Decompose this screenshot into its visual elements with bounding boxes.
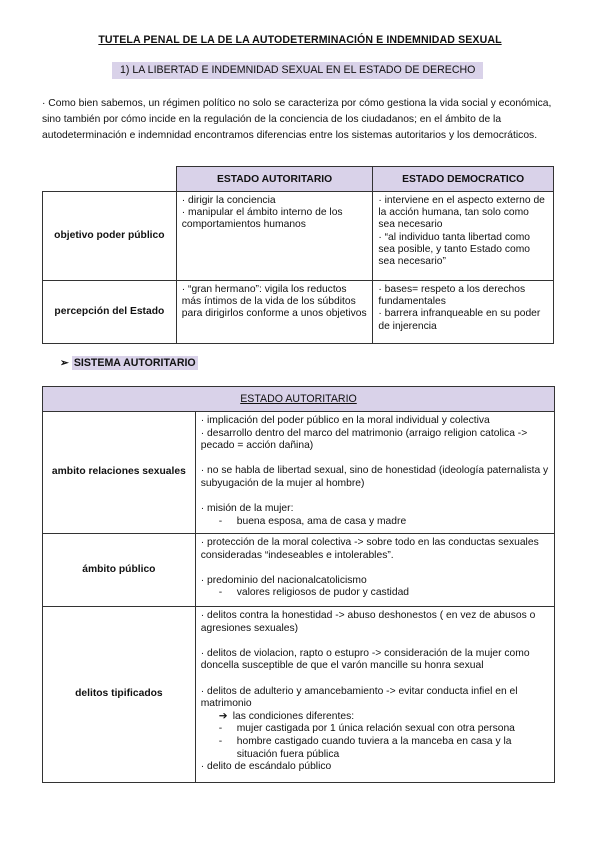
row-label-percepcion: percepción del Estado — [43, 281, 177, 344]
intro-paragraph: · Como bien sabemos, un régimen político no solo se caracteriza por cómo gestiona la vida social y económica, sino también por cómo incide en la regulación de la conciencia de los ciudadanos; en el ámbito de la autodeterminación e indemnidad encontramos diferencias entre los sistemas autoritarios y los democráticos. — [42, 98, 552, 141]
table-row — [43, 281, 554, 344]
table-row — [43, 412, 555, 534]
table-row — [43, 534, 555, 607]
cell-line: · predominio del nacionalcatolicismo — [200, 574, 367, 586]
cell-line: · interviene en el aspecto externo de la acción humana, tan solo como sea necesario — [378, 195, 545, 231]
table-row — [43, 607, 555, 783]
cell-objetivo-democratico — [373, 192, 554, 281]
cell-line: · delito de escándalo público — [200, 761, 332, 773]
dash-text: buena esposa, ama de casa y madre — [236, 515, 407, 527]
cell-line: · delitos contra la honestidad -> abuso deshonestos ( en vez de abusos o agresiones sexuales) — [200, 610, 536, 634]
header-autoritario: ESTADO AUTORITARIO — [176, 167, 373, 192]
empty-corner-cell — [43, 167, 177, 192]
dash-text: mujer castigada por 1 única relación sexual con otra persona — [236, 723, 515, 735]
document-title: TUTELA PENAL DE LA DE LA AUTODETERMINACIÓN E INDEMNIDAD SEXUAL — [98, 34, 502, 46]
cell-line: · barrera infranqueable en su poder de injerencia — [378, 308, 541, 332]
cell-objetivo-autoritario — [176, 192, 373, 281]
cell-relaciones — [195, 412, 554, 534]
cell-line: · delitos de adulterio y amancebamiento -> evitar conducta infiel en el matrimonio — [200, 685, 518, 710]
cell-line: · desarrollo dentro del marco del matrimonio (arraigo religion catolica -> pecado = acción dañina) — [200, 427, 528, 452]
arrow-text: las condiciones diferentes: — [232, 710, 355, 722]
dash-marker: - — [218, 587, 223, 599]
arrow-list-item — [201, 711, 549, 724]
dash-text: valores religiosos de pudor y castidad — [236, 587, 410, 599]
cell-line: · dirigir la conciencia — [181, 195, 276, 206]
cell-percepcion-democratico — [373, 281, 554, 344]
arrow-bullet-icon: ➢ — [60, 357, 69, 369]
section-heading — [60, 357, 198, 369]
table-row — [43, 192, 554, 281]
row-label-objetivo: objetivo poder público — [43, 192, 177, 281]
autoritario-header-row — [43, 387, 555, 412]
dash-text: hombre castigado cuando tuviera a la manceba en casa y la situación fuera pública — [236, 735, 512, 760]
row-label-publico: ámbito público — [43, 534, 196, 607]
autoritario-header: ESTADO AUTORITARIO — [43, 387, 555, 412]
section-subtitle: 1) LA LIBERTAD E INDEMNIDAD SEXUAL EN EL ESTADO DE DERECHO — [112, 62, 483, 79]
comparison-table — [42, 166, 554, 344]
cell-line: · implicación del poder público en la moral individual y colectiva — [200, 415, 490, 426]
dash-marker: - — [218, 735, 223, 747]
cell-line: · “al individuo tanta libertad como sea posible, y tanto Estado como sea necesario” — [378, 231, 531, 268]
cell-delitos — [195, 607, 554, 783]
cell-line: · misión de la mujer: — [200, 503, 294, 515]
comparison-header-row — [43, 167, 554, 192]
right-arrow-icon: ➔ — [218, 710, 228, 722]
dash-list-item — [201, 587, 549, 600]
dash-list-item — [201, 723, 549, 736]
autoritario-table — [42, 386, 555, 783]
cell-publico — [195, 534, 554, 607]
cell-line: · delitos de violacion, rapto o estupro -> consideración de la mujer como doncella susceptible de que el varón mancille su honra sexual — [200, 647, 530, 672]
dash-list-item — [201, 736, 549, 761]
cell-line: · protección de la moral colectiva -> sobre todo en las conductas sexuales consideradas “indeseables e intolerables”. — [200, 537, 539, 561]
row-label-delitos: delitos tipificados — [43, 607, 196, 783]
dash-marker: - — [218, 515, 223, 527]
cell-line: · no se habla de libertad sexual, sino de honestidad (ideología paternalista y subyugación de la mujer al hombre) — [200, 465, 549, 489]
cell-line: · “gran hermano”: vigila los reductos más íntimos de la vida de los súbditos para dirigirlos conforme a unos objetivos — [181, 284, 367, 320]
dash-marker: - — [218, 723, 223, 735]
cell-percepcion-autoritario — [176, 281, 373, 344]
row-label-relaciones: ambito relaciones sexuales — [43, 412, 196, 534]
section-heading-text: SISTEMA AUTORITARIO — [73, 357, 196, 369]
cell-line: · bases= respeto a los derechos fundamentales — [378, 284, 526, 308]
header-democratico: ESTADO DEMOCRATICO — [373, 167, 554, 192]
dash-list-item — [201, 516, 549, 529]
cell-line: · manipular el ámbito interno de los comportamientos humanos — [181, 207, 343, 231]
